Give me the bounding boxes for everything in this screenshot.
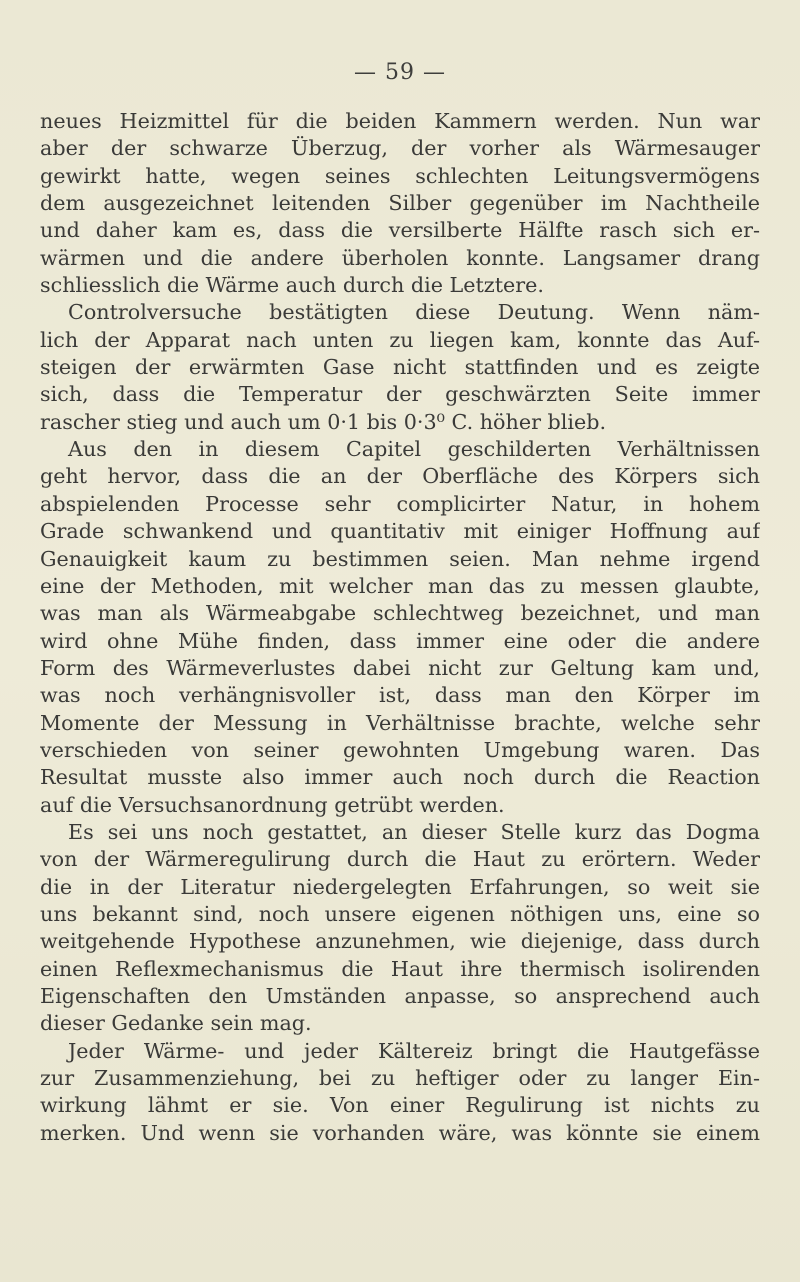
text-line: lich der Apparat nach unten zu liegen kam, konnte das Auf- xyxy=(40,327,760,352)
text-line: weitgehende Hypothese anzunehmen, wie diejenige, dass durch xyxy=(40,929,760,954)
text-line: Es sei uns noch gestattet, an dieser Stelle kurz das Dogma xyxy=(68,819,760,844)
text-line: wärmen und die andere überholen konnte. Langsamer drang xyxy=(40,245,760,270)
text-line: gewirkt hatte, wegen seines schlechten Leitungsvermögens xyxy=(40,163,760,188)
text-line: steigen der erwärmten Gase nicht stattfinden und es zeigte xyxy=(40,355,760,380)
text-line: wirkung lähmt er sie. Von einer Regulirung ist nichts zu xyxy=(40,1093,760,1118)
text-line: Grade schwankend und quantitativ mit einiger Hoffnung auf xyxy=(40,519,760,544)
text-line: was man als Wärmeabgabe schlechtweg bezeichnet, und man xyxy=(40,601,760,626)
text-line: uns bekannt sind, noch unsere eigenen nöthigen uns, eine so xyxy=(40,901,760,926)
text-line: was noch verhängnisvoller ist, dass man den Körper im xyxy=(40,683,760,708)
text-line: eine der Methoden, mit welcher man das zu messen glaubte, xyxy=(40,573,760,598)
text-line: abspielenden Processe sehr complicirter Natur, in hohem xyxy=(40,491,760,516)
text-line: rascher stieg und auch um 0·1 bis 0·3⁰ C. höher blieb. xyxy=(40,409,607,434)
text-line: schliesslich die Wärme auch durch die Letztere. xyxy=(40,273,544,298)
text-line: merken. Und wenn sie vorhanden wäre, was könnte sie einem xyxy=(40,1120,760,1145)
body-text xyxy=(40,108,760,1147)
text-line: sich, dass die Temperatur der geschwärzten Seite immer xyxy=(40,382,760,407)
text-line: dem ausgezeichnet leitenden Silber gegenüber im Nachtheile xyxy=(40,191,760,216)
text-line: verschieden von seiner gewohnten Umgebung waren. Das xyxy=(40,737,760,762)
text-line: von der Wärmeregulirung durch die Haut zu erörtern. Weder xyxy=(40,847,760,872)
text-line: einen Reflexmechanismus die Haut ihre thermisch isolirenden xyxy=(40,956,760,981)
text-line: wird ohne Mühe finden, dass immer eine oder die andere xyxy=(40,628,760,653)
text-line: Genauigkeit kaum zu bestimmen seien. Man nehme irgend xyxy=(40,546,760,571)
text-line: dieser Gedanke sein mag. xyxy=(40,1011,312,1036)
text-line: Aus den in diesem Capitel geschilderten Verhältnissen xyxy=(68,437,760,462)
text-line: Resultat musste also immer auch noch durch die Reaction xyxy=(40,765,760,790)
text-line: geht hervor, dass die an der Oberfläche des Körpers sich xyxy=(40,464,760,489)
text-line: Form des Wärmeverlustes dabei nicht zur Geltung kam und, xyxy=(40,655,760,680)
page-number: — 59 — xyxy=(354,60,446,85)
text-line: Eigenschaften den Umständen anpasse, so ansprechend auch xyxy=(40,984,760,1008)
text-line: zur Zusammenziehung, bei zu heftiger oder zu langer Ein- xyxy=(40,1066,760,1091)
text-line: auf die Versuchsanordnung getrübt werden. xyxy=(40,792,505,817)
text-line: neues Heizmittel für die beiden Kammern werden. Nun war xyxy=(40,109,760,133)
text-line: die in der Literatur niedergelegten Erfahrungen, so weit sie xyxy=(40,874,760,899)
text-line: aber der schwarze Überzug, der vorher als Wärmesauger xyxy=(40,136,760,161)
text-line: und daher kam es, dass die versilberte Hälfte rasch sich er- xyxy=(40,218,760,243)
text-line: Jeder Wärme- und jeder Kältereiz bringt die Hautgefässe xyxy=(68,1038,760,1063)
text-line: Momente der Messung in Verhältnisse brachte, welche sehr xyxy=(40,710,760,735)
text-line: Controlversuche bestätigten diese Deutung. Wenn näm- xyxy=(68,300,760,325)
